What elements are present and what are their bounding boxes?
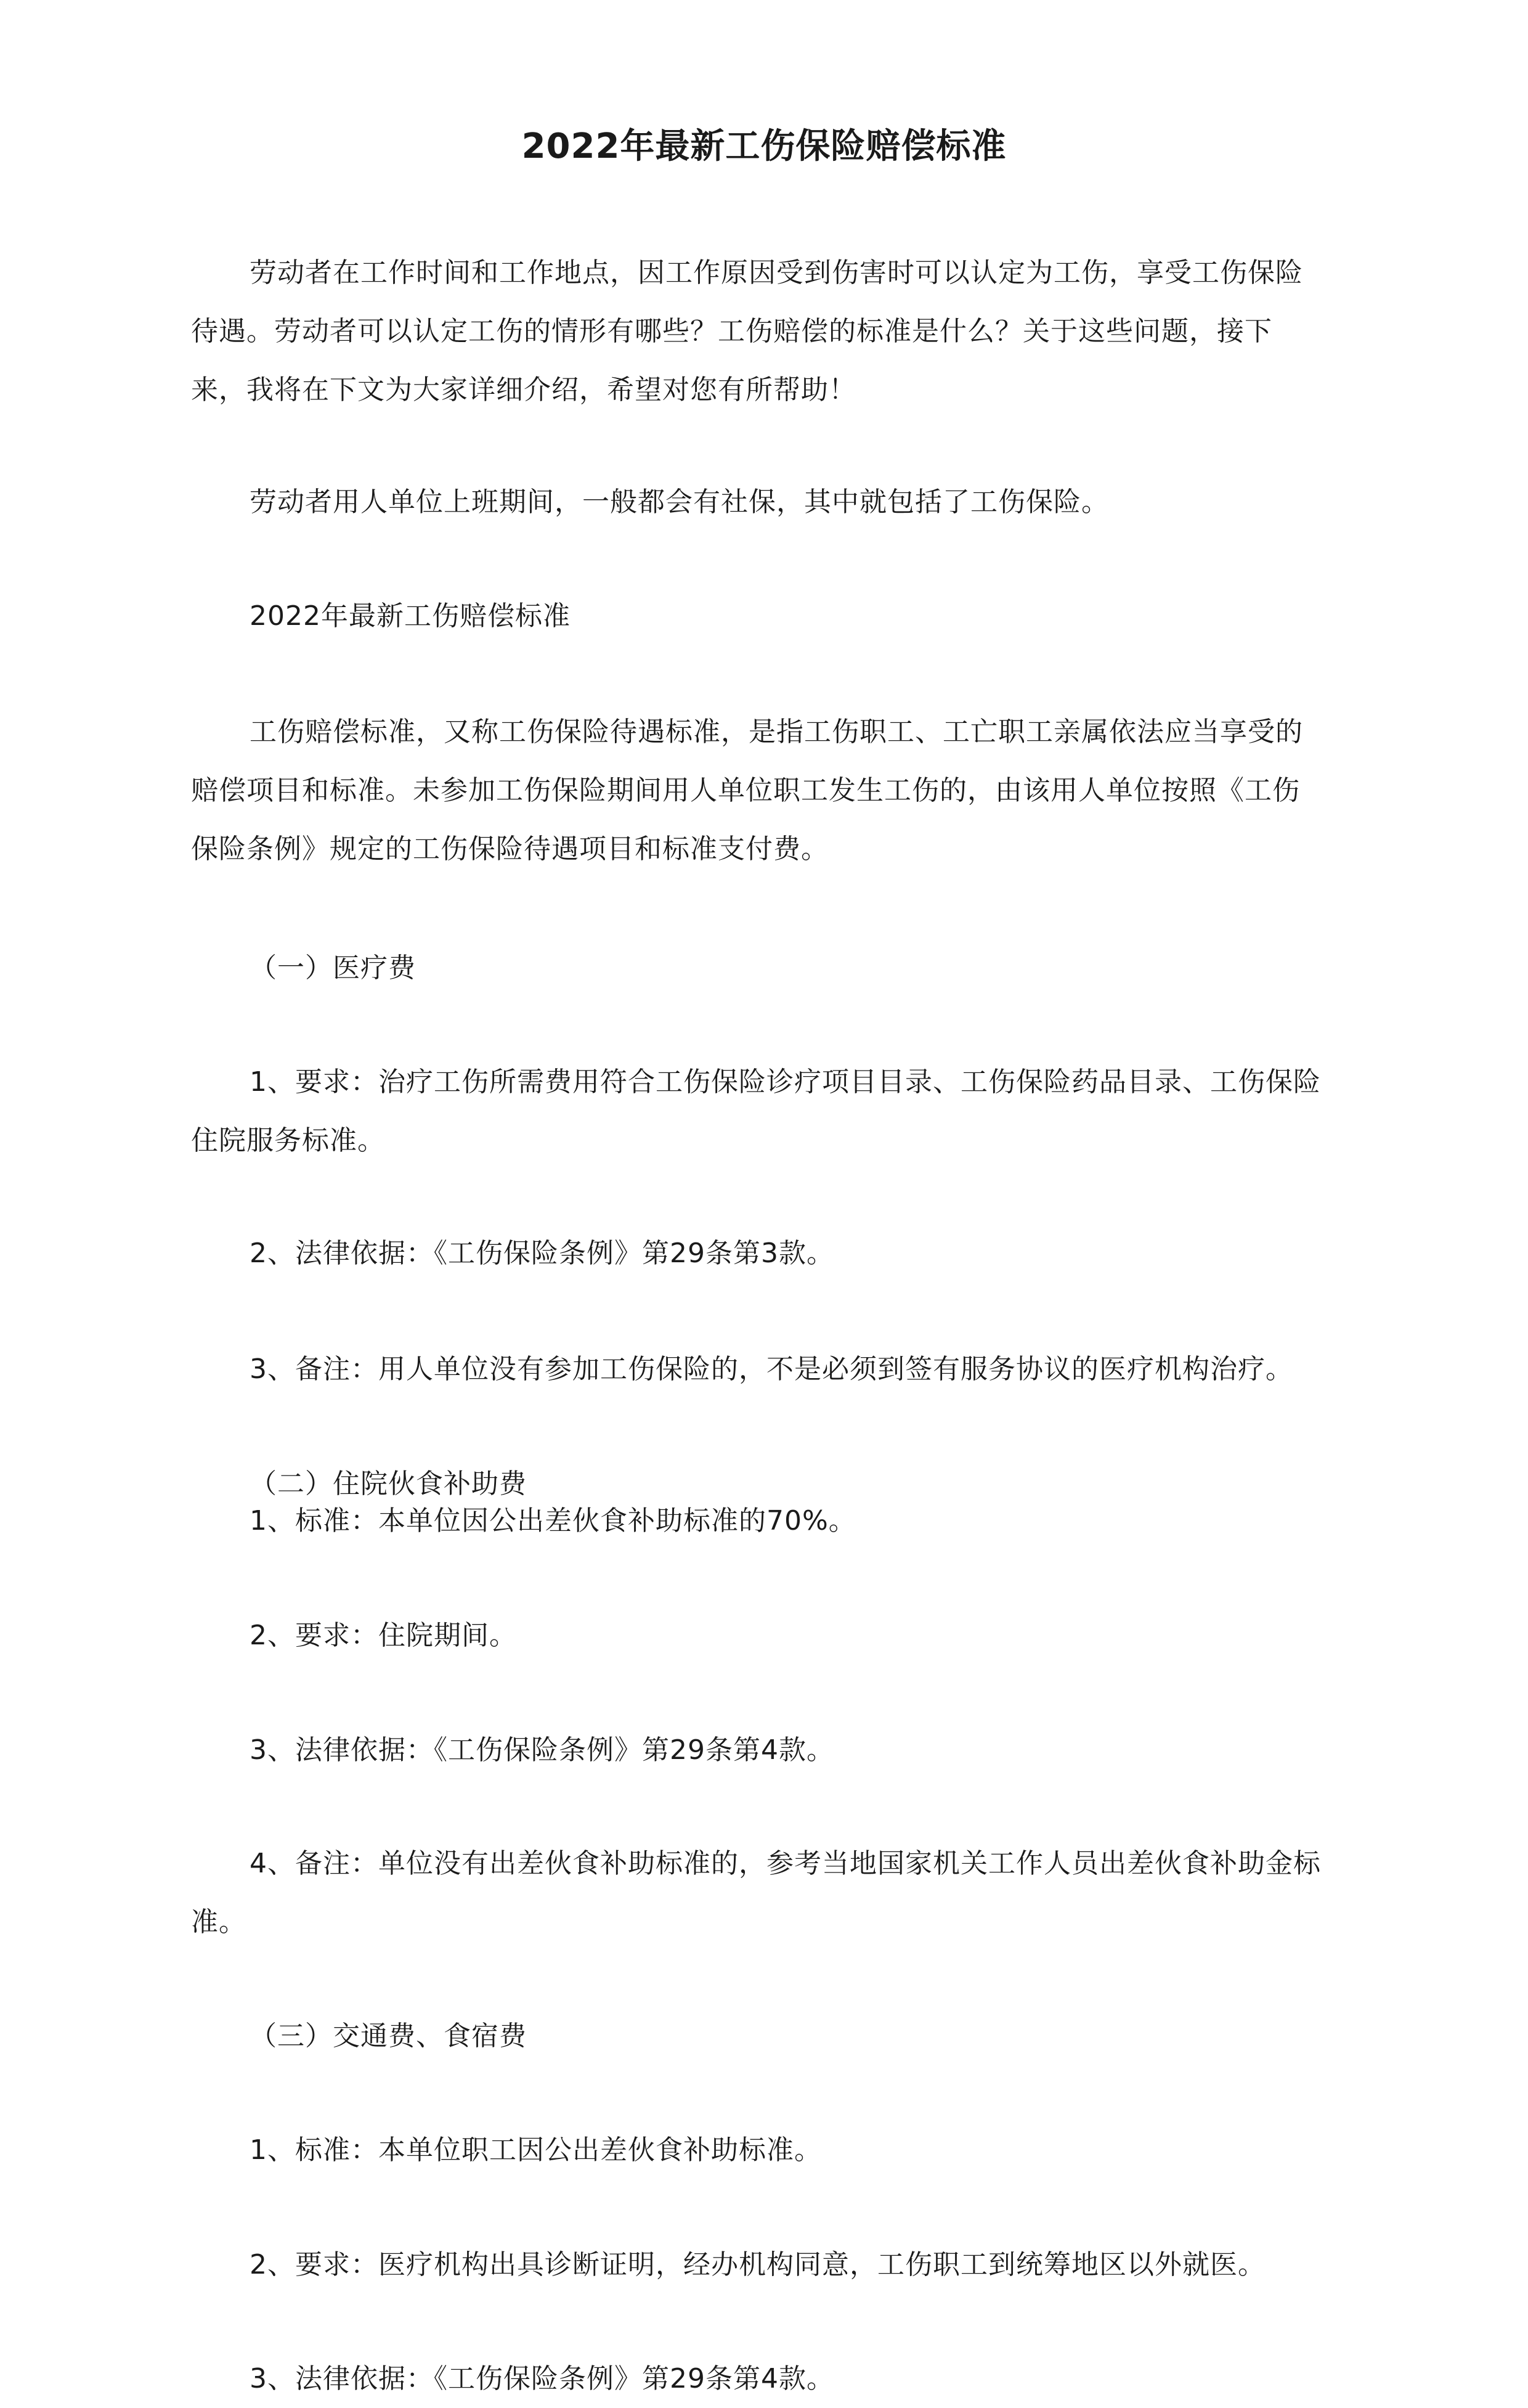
meal-item-3: 3、法律依据：《工伤保险条例》第29条第4款。 xyxy=(250,1734,834,1766)
section-heading-meal: （二）住院伙食补助费 xyxy=(250,1468,527,1500)
meal-item-1: 1、标准：本单位因公出差伙食补助标准的70%。 xyxy=(250,1505,856,1537)
intro-paragraph: 劳动者在工作时间和工作地点，因工作原因受到伤害时可以认定为工伤，享受工伤保险待遇。劳动者可以认定工伤的情形有哪些？工伤赔偿的标准是什么？关于这些问题，接下来，我将在下文为大家详细介绍，希望对您有所帮助！ xyxy=(191,257,1303,406)
medical-item-2: 2、法律依据：《工伤保险条例》第29条第3款。 xyxy=(250,1238,834,1269)
transport-item-1: 1、标准：本单位职工因公出差伙食补助标准。 xyxy=(250,2134,822,2166)
section-heading-medical: （一）医疗费 xyxy=(250,952,416,984)
medical-item-1: 1、要求：治疗工伤所需费用符合工伤保险诊疗项目目录、工伤保险药品目录、工伤保险住院服务标准。 xyxy=(191,1066,1321,1156)
meal-item-4: 4、备注：单位没有出差伙食补助标准的，参考当地国家机关工作人员出差伙食补助金标准。 xyxy=(191,1848,1321,1938)
transport-item-3: 3、法律依据：《工伤保险条例》第29条第4款。 xyxy=(250,2363,834,2394)
document-title: 2022年最新工伤保险赔偿标准 xyxy=(521,126,1007,166)
section-heading-transport: （三）交通费、食宿费 xyxy=(250,2020,527,2052)
paragraph-social-insurance: 劳动者用人单位上班期间，一般都会有社保，其中就包括了工伤保险。 xyxy=(250,486,1109,518)
meal-item-2: 2、要求：住院期间。 xyxy=(250,1620,517,1651)
transport-item-2: 2、要求：医疗机构出具诊断证明，经办机构同意，工伤职工到统筹地区以外就医。 xyxy=(250,2249,1266,2280)
medical-item-3: 3、备注：用人单位没有参加工伤保险的，不是必须到签有服务协议的医疗机构治疗。 xyxy=(250,1353,1293,1385)
paragraph-subheading: 2022年最新工伤赔偿标准 xyxy=(250,600,571,632)
paragraph-definition: 工伤赔偿标准，又称工伤保险待遇标准，是指工伤职工、工亡职工亲属依法应当享受的赔偿项目和标准。未参加工伤保险期间用人单位职工发生工伤的，由该用人单位按照《工伤保险条例》规定的工伤保险待遇项目和标准支付费。 xyxy=(191,716,1303,865)
